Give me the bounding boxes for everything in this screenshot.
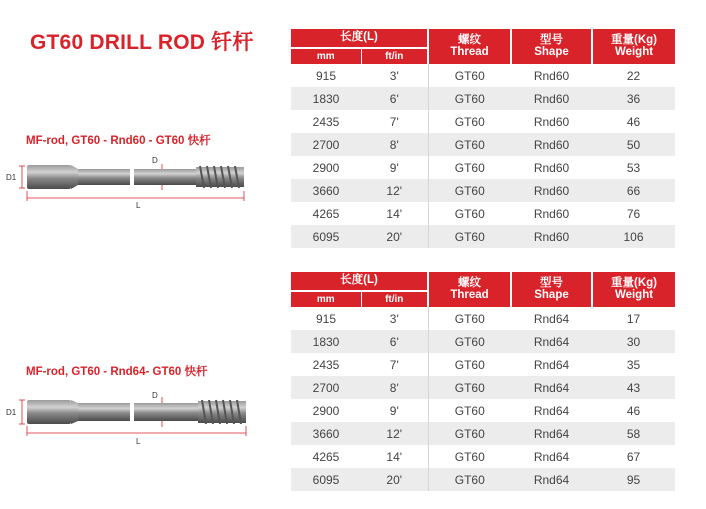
- table-row: [291, 87, 675, 110]
- cell-weight: 106: [592, 225, 675, 248]
- cell-ft: 20': [361, 468, 428, 491]
- cell-thread: GT60: [428, 445, 511, 468]
- cell-mm: 2900: [291, 399, 361, 422]
- page-title: GT60 DRILL ROD 钎杆: [30, 31, 254, 54]
- header-length: 长度(L): [291, 272, 428, 291]
- cell-ft: 3': [361, 307, 428, 330]
- cell-shape: Rnd64: [511, 445, 592, 468]
- cell-shape: Rnd64: [511, 330, 592, 353]
- cell-weight: 46: [592, 399, 675, 422]
- header-weight: 重量(Kg) Weight: [592, 29, 675, 64]
- table-row: [291, 399, 675, 422]
- rod-2-l-label: L: [136, 437, 141, 446]
- cell-weight: 58: [592, 422, 675, 445]
- rod-1-body-right: [134, 169, 196, 185]
- header-mm: mm: [291, 48, 361, 64]
- cell-ft: 12': [361, 179, 428, 202]
- cell-thread: GT60: [428, 156, 511, 179]
- header-mm: mm: [291, 291, 361, 307]
- cell-mm: 6095: [291, 225, 361, 248]
- cell-mm: 6095: [291, 468, 361, 491]
- cell-weight: 22: [592, 64, 675, 87]
- cell-weight: 67: [592, 445, 675, 468]
- cell-thread: GT60: [428, 307, 511, 330]
- cell-ft: 20': [361, 225, 428, 248]
- cell-weight: 46: [592, 110, 675, 133]
- table-row: [291, 179, 675, 202]
- cell-thread: GT60: [428, 422, 511, 445]
- cell-weight: 17: [592, 307, 675, 330]
- cell-mm: 2435: [291, 110, 361, 133]
- cell-ft: 6': [361, 330, 428, 353]
- cell-weight: 43: [592, 376, 675, 399]
- table-row: [291, 156, 675, 179]
- rod-2-shank: [27, 400, 71, 424]
- header-thread: 螺纹 Thread: [428, 272, 511, 307]
- cell-shape: Rnd64: [511, 399, 592, 422]
- rod-1-body-left: [78, 169, 130, 185]
- cell-thread: GT60: [428, 87, 511, 110]
- cell-weight: 76: [592, 202, 675, 225]
- header-length: 长度(L): [291, 29, 428, 48]
- rod-1-l-label: L: [136, 201, 141, 210]
- header-weight: 重量(Kg) Weight: [592, 272, 675, 307]
- cell-ft: 14': [361, 445, 428, 468]
- cell-shape: Rnd60: [511, 133, 592, 156]
- cell-mm: 2435: [291, 353, 361, 376]
- table-row: [291, 225, 675, 248]
- table-row: [291, 422, 675, 445]
- cell-weight: 66: [592, 179, 675, 202]
- spec-table-rnd60: [291, 29, 675, 248]
- cell-shape: Rnd64: [511, 422, 592, 445]
- header-ftin: ft/in: [361, 48, 428, 64]
- cell-thread: GT60: [428, 353, 511, 376]
- cell-mm: 2900: [291, 156, 361, 179]
- cell-weight: 50: [592, 133, 675, 156]
- cell-ft: 7': [361, 353, 428, 376]
- cell-mm: 2700: [291, 376, 361, 399]
- cell-ft: 7': [361, 110, 428, 133]
- cell-thread: GT60: [428, 376, 511, 399]
- cell-thread: GT60: [428, 64, 511, 87]
- spec-table-rnd64: [291, 272, 675, 491]
- header-shape: 型号 Shape: [511, 272, 592, 307]
- cell-ft: 6': [361, 87, 428, 110]
- cell-shape: Rnd60: [511, 202, 592, 225]
- cell-shape: Rnd64: [511, 468, 592, 491]
- table-row: [291, 110, 675, 133]
- cell-shape: Rnd60: [511, 179, 592, 202]
- cell-shape: Rnd60: [511, 225, 592, 248]
- cell-shape: Rnd64: [511, 353, 592, 376]
- header-shape: 型号 Shape: [511, 29, 592, 64]
- cell-thread: GT60: [428, 202, 511, 225]
- header-thread: 螺纹 Thread: [428, 29, 511, 64]
- cell-weight: 36: [592, 87, 675, 110]
- cell-weight: 35: [592, 353, 675, 376]
- cell-thread: GT60: [428, 110, 511, 133]
- cell-thread: GT60: [428, 179, 511, 202]
- cell-shape: Rnd60: [511, 156, 592, 179]
- rod-1-shank: [27, 165, 71, 189]
- cell-weight: 53: [592, 156, 675, 179]
- cell-thread: GT60: [428, 468, 511, 491]
- rod-2-d-label: D: [152, 391, 158, 400]
- cell-ft: 12': [361, 422, 428, 445]
- cell-thread: GT60: [428, 225, 511, 248]
- cell-thread: GT60: [428, 133, 511, 156]
- cell-weight: 30: [592, 330, 675, 353]
- rod-2-body-right: [134, 403, 198, 421]
- cell-mm: 1830: [291, 330, 361, 353]
- rod-2-d1-label: D1: [6, 408, 17, 417]
- cell-ft: 8': [361, 133, 428, 156]
- rod-2-label: MF-rod, GT60 - Rnd64- GT60 快杆: [26, 366, 208, 378]
- cell-shape: Rnd60: [511, 64, 592, 87]
- rod-1-thread: [196, 166, 244, 188]
- cell-shape: Rnd64: [511, 307, 592, 330]
- table-row: [291, 468, 675, 491]
- rod-2-body-left: [78, 403, 130, 421]
- cell-mm: 3660: [291, 179, 361, 202]
- cell-shape: Rnd60: [511, 87, 592, 110]
- rod-2-diagram: [0, 388, 290, 448]
- cell-mm: 915: [291, 64, 361, 87]
- table-row: [291, 445, 675, 468]
- cell-ft: 14': [361, 202, 428, 225]
- cell-mm: 1830: [291, 87, 361, 110]
- table-row: [291, 376, 675, 399]
- cell-shape: Rnd64: [511, 376, 592, 399]
- rod-1-d1-label: D1: [6, 173, 17, 182]
- cell-ft: 8': [361, 376, 428, 399]
- cell-mm: 4265: [291, 202, 361, 225]
- cell-weight: 95: [592, 468, 675, 491]
- table-row: [291, 307, 675, 330]
- cell-ft: 3': [361, 64, 428, 87]
- table-row: [291, 330, 675, 353]
- header-ftin: ft/in: [361, 291, 428, 307]
- cell-shape: Rnd60: [511, 110, 592, 133]
- rod-1-diagram: [0, 150, 290, 210]
- cell-mm: 2700: [291, 133, 361, 156]
- cell-ft: 9': [361, 399, 428, 422]
- cell-mm: 4265: [291, 445, 361, 468]
- cell-mm: 915: [291, 307, 361, 330]
- table-row: [291, 133, 675, 156]
- cell-mm: 3660: [291, 422, 361, 445]
- rod-2-thread: [198, 400, 246, 424]
- table-row: [291, 64, 675, 87]
- cell-thread: GT60: [428, 399, 511, 422]
- table-row: [291, 202, 675, 225]
- cell-ft: 9': [361, 156, 428, 179]
- cell-thread: GT60: [428, 330, 511, 353]
- rod-1-d-label: D: [152, 156, 158, 165]
- table-row: [291, 353, 675, 376]
- rod-1-label: MF-rod, GT60 - Rnd60 - GT60 快杆: [26, 135, 211, 147]
